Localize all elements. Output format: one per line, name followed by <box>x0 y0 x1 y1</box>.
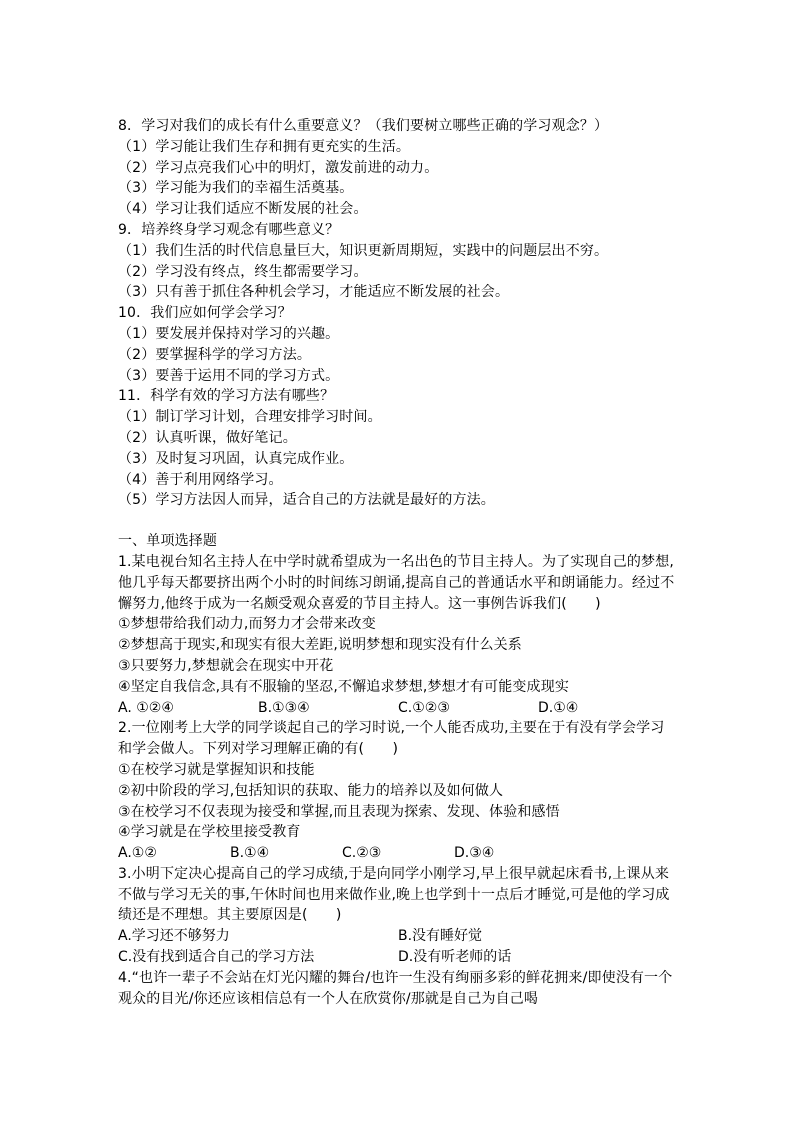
q3-options-row2 <box>118 947 678 968</box>
q2-item: ①在校学习就是掌握知识和技能 <box>118 761 315 778</box>
q8-point: （4）学习让我们适应不断发展的社会。 <box>118 201 368 218</box>
q8-point: （3）学习能为我们的幸福生活奠基。 <box>118 180 354 197</box>
q11-point: （2）认真听课，做好笔记。 <box>118 429 297 446</box>
q2-option-c[interactable]: C.②③ <box>342 845 382 862</box>
q2-option-b[interactable]: B.①④ <box>230 845 270 862</box>
q11-point: （5）学习方法因人而异，适合自己的方法就是最好的方法。 <box>118 492 495 509</box>
q9-point: （3）只有善于抓住各种机会学习，才能适应不断发展的社会。 <box>118 284 510 301</box>
q2-option-d[interactable]: D.③④ <box>454 845 495 862</box>
q3-option-b[interactable]: B.没有睡好觉 <box>398 928 483 945</box>
q4-stem: 4.“也许一辈子不会站在灯光闪耀的舞台/也许一生没有绚丽多彩的鲜花拥来/即使没有一个观众的目光/你还应该相信总有一个人在欣赏你/那就是自己为自己喝 <box>118 969 673 1007</box>
q1-item: ②梦想高于现实,和现实有很大差距,说明梦想和现实没有什么关系 <box>118 637 522 654</box>
q2-item: ④学习就是在学校里接受教育 <box>118 824 301 841</box>
q11-point: （3）及时复习巩固，认真完成作业。 <box>118 450 354 467</box>
q3-option-c[interactable]: C.没有找到适合自己的学习方法 <box>118 949 315 966</box>
exercise-heading: 一、单项选择题 <box>118 533 218 550</box>
q10-point: （3）要善于运用不同的学习方式。 <box>118 367 340 384</box>
q9-point: （1）我们生活的时代信息量巨大，知识更新周期短，实践中的问题层出不穷。 <box>118 242 609 259</box>
document-page <box>118 116 678 1009</box>
q1-options <box>118 698 678 719</box>
q1-item: ④坚定自我信念,具有不服输的坚忍,不懈追求梦想,梦想才有可能变成现实 <box>118 678 569 695</box>
q11-point: （4）善于利用网络学习。 <box>118 471 283 488</box>
q10-point: （1）要发展并保持对学习的兴趣。 <box>118 325 340 342</box>
q2-item: ③在校学习不仅表现为接受和掌握,而且表现为探索、发现、体验和感悟 <box>118 803 560 820</box>
q10-title: 10．我们应如何学会学习？ <box>118 305 292 322</box>
section-gap <box>118 511 678 531</box>
q1-option-b[interactable]: B.①③④ <box>258 699 310 716</box>
q11-title: 11．科学有效的学习方法有哪些？ <box>118 388 335 405</box>
q3-option-a[interactable]: A.学习还不够努力 <box>118 928 230 945</box>
q3-stem: 3.小明下定决心提高自己的学习成绩,于是向同学小刚学习,早上很早就起床看书,上课从来不做与学习无关的事,午休时间也用来做作业,晚上也学到十一点后才睡觉,可是他的学习成绩还是不理想。其主要原因是( ) <box>118 865 670 924</box>
q1-option-a[interactable]: A. ①②④ <box>118 699 174 716</box>
q2-item: ②初中阶段的学习,包括知识的获取、能力的培养以及如何做人 <box>118 782 504 799</box>
q8-point: （2）学习点亮我们心中的明灯，激发前进的动力。 <box>118 159 439 176</box>
q1-item: ①梦想带给我们动力,而努力才会带来改变 <box>118 616 376 633</box>
q8-title: 8．学习对我们的成长有什么重要意义？（我们要树立哪些正确的学习观念？） <box>118 118 609 134</box>
q2-stem: 2.一位刚考上大学的同学谈起自己的学习时说,一个人能否成功,主要在于有没有学会学习和学会做人。下列对学习理解正确的有( ) <box>118 720 665 758</box>
q2-options <box>118 843 678 864</box>
q9-title: 9．培养终身学习观念有哪些意义？ <box>118 221 340 238</box>
q10-point: （2）要掌握科学的学习方法。 <box>118 346 312 363</box>
q1-item: ③只要努力,梦想就会在现实中开花 <box>118 657 334 674</box>
q1-option-d[interactable]: D.①④ <box>538 699 579 716</box>
q8-point: （1）学习能让我们生存和拥有更充实的生活。 <box>118 138 411 155</box>
q3-options-row1 <box>118 926 678 947</box>
q11-point: （1）制订学习计划，合理安排学习时间。 <box>118 409 382 426</box>
q2-option-a[interactable]: A.①② <box>118 845 157 862</box>
q9-point: （2）学习没有终点，终生都需要学习。 <box>118 263 368 280</box>
q1-stem: 1.某电视台知名主持人在中学时就希望成为一名出色的节目主持人。为了实现自己的梦想,他几乎每天都要挤出两个小时的时间练习朗诵,提高自己的普通话水平和朗诵能力。经过不懈努力,他终于成为一名颇受观众喜爱的节目主持人。这一事例告诉我们( ) <box>118 553 675 612</box>
q1-option-c[interactable]: C.①②③ <box>398 699 450 716</box>
q3-option-d[interactable]: D.没有听老师的话 <box>398 949 512 966</box>
